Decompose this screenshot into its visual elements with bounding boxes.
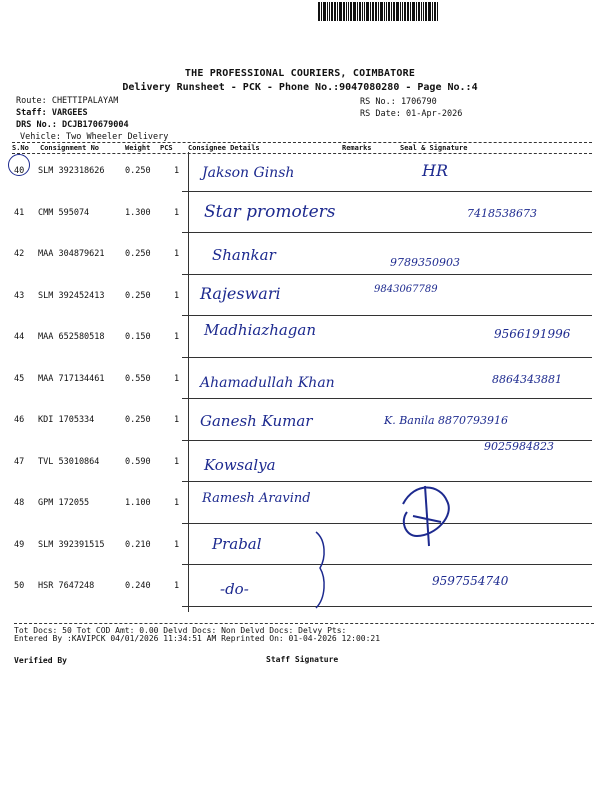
staff-signature: Staff Signature [266,655,339,664]
signature-handwriting: 9566191996 [494,327,571,341]
row-divider [182,398,592,399]
row-consignment: CMM 595074 [38,207,90,218]
row-weight: 0.250 [125,290,151,301]
barcode [318,2,453,21]
route: Route: CHETTIPALAYAM [16,96,119,106]
row-pcs: 1 [174,332,180,342]
row-pcs: 1 [174,581,180,591]
table-row [12,439,592,484]
consignee-handwriting: Prabal [212,534,262,553]
row-sno: 46 [14,415,25,425]
signature-handwriting: 9597554740 [432,574,509,588]
signature-handwriting: 9789350903 [390,256,460,269]
table-row [12,568,592,608]
row-divider [182,606,592,607]
row-weight: 0.250 [125,249,151,259]
col-consignee: Consignee Details [188,144,260,152]
row-consignment: SLM 392318626 [38,166,105,176]
row-divider [182,481,592,482]
signature-handwriting: 7418538673 [467,206,537,220]
row-sno: 41 [14,207,25,218]
table-row [12,527,592,567]
row-divider [182,191,592,192]
consignee-handwriting: Ramesh Aravind [202,491,311,506]
company-title: THE PROFESSIONAL COURIERS, COIMBATORE [184,68,416,79]
signature-handwriting: 9025984823 [484,439,554,453]
row-consignment: GPM 172055 [38,498,90,508]
totals-line: Tot Docs: 50 Tot COD Amt: 0.00 Delvd Docs: Non Delvd Docs: Delvy Pts: [14,623,594,635]
row-pcs: 1 [174,498,180,508]
entered-by: Entered By :KAVIPCK 04/01/2026 11:34:51 AM Reprinted On: 01-04-2026 12:00:21 [14,634,381,643]
row-divider [182,315,592,316]
row-sno: 49 [14,539,25,550]
rs-number: RS No.: 1706790 [360,97,437,107]
col-consignment: Consignment No [40,144,100,152]
table-row [12,195,592,235]
signature-handwriting: 9843067789 [374,283,438,295]
row-weight: 0.150 [125,332,151,342]
row-sno: 44 [14,332,25,342]
rs-info [360,96,540,120]
table-row [12,485,592,525]
row-pcs: 1 [174,207,180,218]
table-row [12,153,592,193]
table-row [12,236,592,276]
table-row [12,402,592,442]
row-divider [182,523,592,524]
row-pcs: 1 [174,539,180,550]
signature-handwriting: K. Banila 8870793916 [384,414,509,427]
vehicle: Vehicle: Two Wheeler Delivery [20,132,169,142]
consignee-handwriting: Madhiazhagan [204,321,317,339]
row-weight: 0.550 [125,373,151,384]
row-sno: 43 [14,290,25,301]
row-weight: 1.100 [125,498,151,508]
row-consignment: SLM 392391515 [38,539,105,550]
row-weight: 0.590 [125,456,151,467]
col-weight: Weight [125,144,151,152]
drs-number: DRS No.: DCJB170679004 [16,120,129,130]
signature-handwriting: 8864343881 [492,372,562,386]
col-remarks: Remarks [342,144,372,152]
rs-date: RS Date: 01-Apr-2026 [360,109,463,119]
row-consignment: TVL 53010864 [38,456,100,467]
row-pcs: 1 [174,290,180,301]
row-weight: 0.250 [125,415,151,425]
row-consignment: MAA 717134461 [38,373,105,384]
row-pcs: 1 [174,166,180,176]
circled-row-mark [8,154,30,176]
consignee-handwriting: Shankar [212,246,276,264]
row-weight: 0.210 [125,539,151,550]
row-consignment: KDI 1705334 [38,415,95,425]
col-pcs: PCS [160,144,173,152]
verified-by: Verified By [14,656,67,665]
table-row [12,319,592,359]
col-seal: Seal & Signature [400,144,468,152]
row-pcs: 1 [174,249,180,259]
consignee-handwriting: Ganesh Kumar [200,412,313,430]
runsheet-subtitle: Delivery Runsheet - PCK - Phone No.:9047080280 - Page No.:4 [122,82,478,93]
consignee-handwriting: Rajeswari [200,283,281,303]
row-pcs: 1 [174,415,180,425]
col-sno: S.No [12,144,29,152]
stamp-mark [395,476,460,556]
row-sno: 48 [14,498,25,508]
row-consignment: MAA 652580518 [38,332,105,342]
row-weight: 0.240 [125,581,151,591]
row-sno: 47 [14,456,25,467]
row-divider [182,564,592,565]
row-divider [182,232,592,233]
row-sno: 50 [14,581,25,591]
row-divider [182,357,592,358]
row-pcs: 1 [174,456,180,467]
table-row [12,361,592,401]
row-divider [182,274,592,275]
row-sno: 40 [14,166,25,176]
staff: Staff: VARGEES [16,108,88,118]
row-consignment: MAA 304879621 [38,249,105,259]
row-consignment: HSR 7647248 [38,581,95,591]
consignee-handwriting: Ahamadullah Khan [200,374,335,391]
consignee-handwriting: Kowsalya [204,455,276,474]
row-sno: 42 [14,249,25,259]
bracket-mark [312,530,332,610]
row-consignment: SLM 392452413 [38,290,105,301]
consignee-handwriting: Star promoters [204,201,336,222]
signature-handwriting: HR [422,161,448,180]
consignee-handwriting: -do- [220,580,249,598]
row-weight: 0.250 [125,166,151,176]
row-weight: 1.300 [125,207,151,218]
row-pcs: 1 [174,373,180,384]
table-row [12,278,592,318]
consignee-handwriting: Jakson Ginsh [202,165,295,181]
row-sno: 45 [14,373,25,384]
route-info [16,95,216,143]
